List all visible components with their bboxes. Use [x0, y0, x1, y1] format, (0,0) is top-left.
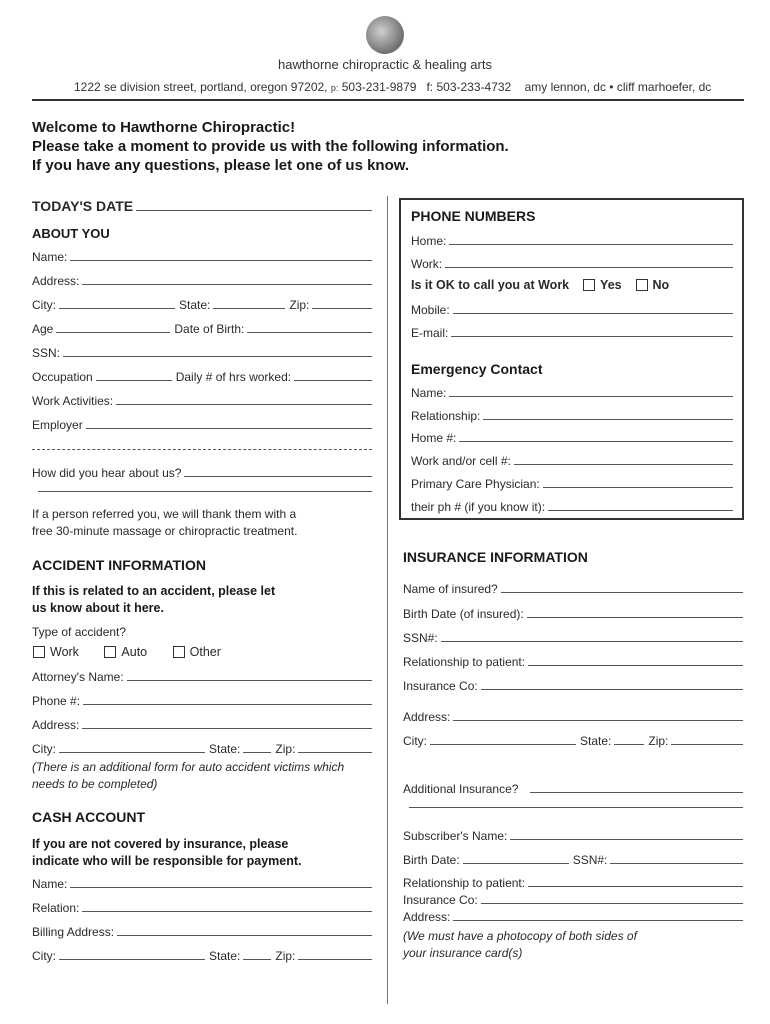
ssn-label: SSN: — [32, 346, 61, 360]
accident-note-line-2: needs to be completed) — [32, 777, 158, 791]
mobile-field[interactable] — [453, 312, 733, 314]
todays-date-label: TODAY'S DATE — [32, 198, 134, 214]
subscriber-address-field[interactable] — [453, 919, 743, 921]
emergency-home-field[interactable] — [459, 440, 733, 442]
daily-hrs-field[interactable] — [294, 379, 372, 381]
work-phone-field[interactable] — [445, 266, 733, 268]
additional-insurance-row-2 — [403, 806, 743, 811]
email-row — [411, 326, 733, 340]
address-field[interactable] — [82, 283, 372, 285]
call-work-no-checkbox[interactable] — [636, 279, 648, 291]
cash-account-heading: CASH ACCOUNT — [32, 809, 146, 825]
subscriber-insurance-co-field[interactable] — [481, 902, 743, 904]
accident-city-label: City: — [32, 742, 56, 756]
call-work-yes-label: Yes — [600, 278, 622, 292]
work-phone-label: Work: — [411, 257, 443, 271]
cash-name-field[interactable] — [70, 886, 372, 888]
accident-heading: ACCIDENT INFORMATION — [32, 557, 206, 573]
accident-state-label: State: — [209, 742, 241, 756]
accident-other-label: Other — [189, 645, 221, 659]
insurance-co-row — [403, 679, 743, 693]
physician-label: Primary Care Physician: — [411, 477, 540, 491]
physician-phone-field[interactable] — [548, 509, 733, 511]
city-label: City: — [32, 298, 56, 312]
accident-work-label: Work — [50, 645, 79, 659]
accident-type-label: Type of accident? — [32, 625, 127, 639]
subscriber-address-row — [403, 910, 743, 924]
attorney-label: Attorney's Name: — [32, 670, 124, 684]
occupation-field[interactable] — [96, 379, 172, 381]
clinic-address: 1222 se division street, portland, oregon 97202, — [74, 80, 328, 94]
accident-city-field[interactable] — [59, 751, 205, 753]
name-label: Name: — [32, 250, 68, 264]
cash-city-row — [32, 949, 372, 963]
emergency-name-label: Name: — [411, 386, 447, 400]
additional-insurance-field[interactable] — [530, 791, 743, 793]
insurance-city-label: City: — [403, 734, 427, 748]
subscriber-relationship-row — [403, 876, 743, 890]
subscriber-ssn-label: SSN#: — [572, 853, 608, 867]
ssn-field[interactable] — [63, 355, 372, 357]
employer-row — [32, 418, 372, 432]
state-field[interactable] — [213, 307, 285, 309]
accident-state-field[interactable] — [243, 751, 271, 753]
insured-name-field[interactable] — [501, 591, 743, 593]
mobile-label: Mobile: — [411, 303, 450, 317]
welcome-line-3: If you have any questions, please let one of us know. — [32, 157, 410, 174]
subscriber-name-label: Subscriber's Name: — [403, 829, 508, 843]
insured-birth-row — [403, 607, 743, 621]
accident-zip-label: Zip: — [275, 742, 296, 756]
employer-field[interactable] — [86, 427, 372, 429]
subscriber-insurance-co-row — [403, 893, 743, 907]
cash-zip-label: Zip: — [275, 949, 296, 963]
insurance-zip-field[interactable] — [671, 743, 743, 745]
insurance-address-label: Address: — [403, 710, 451, 724]
work-activities-label: Work Activities: — [32, 394, 114, 408]
state-label: State: — [179, 298, 211, 312]
accident-zip-field[interactable] — [298, 751, 372, 753]
insurance-address-field[interactable] — [453, 719, 743, 721]
city-field[interactable] — [59, 307, 175, 309]
accident-address-row — [32, 718, 372, 732]
insured-name-row — [403, 582, 743, 596]
insurance-card-note-line-1: (We must have a photocopy of both sides of — [403, 929, 637, 943]
emergency-work-cell-field[interactable] — [514, 463, 733, 465]
insured-relationship-field[interactable] — [528, 664, 743, 666]
insurance-address-row — [403, 710, 743, 724]
subscriber-insurance-co-label: Insurance Co: — [403, 893, 478, 907]
how-hear-row-2 — [32, 490, 372, 495]
accident-city-row — [32, 742, 372, 756]
emergency-relationship-label: Relationship: — [411, 409, 481, 423]
emergency-home-row — [411, 431, 733, 445]
about-you-heading: ABOUT YOU — [32, 226, 110, 241]
call-work-yes-checkbox[interactable] — [583, 279, 595, 291]
attorney-row — [32, 670, 372, 684]
insured-birth-field[interactable] — [527, 616, 743, 618]
subscriber-ssn-field[interactable] — [610, 862, 743, 864]
clinic-fax: 503-233-4732 — [436, 80, 512, 94]
cash-zip-field[interactable] — [298, 958, 372, 960]
fax-prefix: f: — [426, 80, 434, 94]
address-label: Address: — [32, 274, 80, 288]
header-divider — [32, 99, 744, 101]
physician-phone-row — [411, 500, 733, 514]
cash-account-intro — [32, 836, 302, 870]
insurance-heading: INSURANCE INFORMATION — [403, 549, 588, 565]
age-label: Age — [32, 322, 54, 336]
insured-birth-label: Birth Date (of insured): — [403, 607, 524, 621]
city-state-zip-row — [32, 298, 372, 312]
insurance-co-field[interactable] — [481, 688, 743, 690]
home-phone-row — [411, 234, 733, 248]
accident-address-label: Address: — [32, 718, 80, 732]
emergency-work-cell-row — [411, 454, 733, 468]
accident-intro-line-1: If this is related to an accident, please let — [32, 584, 276, 598]
insured-ssn-row — [403, 631, 743, 645]
accident-other-checkbox[interactable] — [173, 646, 185, 658]
subscriber-relationship-field[interactable] — [528, 885, 743, 887]
emergency-name-field[interactable] — [449, 395, 733, 397]
attorney-field[interactable] — [127, 679, 372, 681]
subscriber-relationship-label: Relationship to patient: — [403, 876, 526, 890]
physician-phone-label: their ph # (if you know it): — [411, 500, 546, 514]
accident-intro-line-2: us know about it here. — [32, 601, 164, 615]
accident-phone-row — [32, 694, 372, 708]
name-field[interactable] — [70, 259, 372, 261]
email-field[interactable] — [451, 335, 733, 337]
billing-address-field[interactable] — [117, 934, 372, 936]
billing-address-label: Billing Address: — [32, 925, 115, 939]
emergency-home-label: Home #: — [411, 431, 457, 445]
emergency-name-row — [411, 386, 733, 400]
accident-intro — [32, 583, 275, 617]
referral-note — [32, 506, 297, 540]
referral-note-line-2: free 30-minute massage or chiropractic treatment. — [32, 524, 298, 538]
zip-label: Zip: — [289, 298, 310, 312]
accident-note-line-1: (There is an additional form for auto accident victims which — [32, 760, 345, 774]
how-hear-field-2[interactable] — [38, 490, 372, 492]
accident-type-options — [33, 645, 243, 659]
occupation-label: Occupation — [32, 370, 93, 384]
employer-label: Employer — [32, 418, 83, 432]
cash-name-row — [32, 877, 372, 891]
clinic-phone: 503-231-9879 — [341, 80, 417, 94]
how-hear-field[interactable] — [184, 475, 372, 477]
phone-numbers-heading: PHONE NUMBERS — [411, 208, 536, 224]
phone-prefix: p: — [330, 83, 339, 93]
work-phone-row — [411, 257, 733, 271]
address-row — [32, 274, 372, 288]
accident-work-checkbox[interactable] — [33, 646, 45, 658]
additional-insurance-row — [403, 782, 743, 796]
accident-auto-checkbox[interactable] — [104, 646, 116, 658]
accident-auto-label: Auto — [121, 645, 148, 659]
insured-ssn-field[interactable] — [441, 640, 743, 642]
cash-state-label: State: — [209, 949, 241, 963]
dob-field[interactable] — [247, 331, 372, 333]
insurance-state-field[interactable] — [614, 743, 644, 745]
additional-insurance-label: Additional Insurance? — [403, 782, 519, 796]
clinic-name: hawthorne chiropractic & healing arts — [278, 57, 492, 72]
welcome-line-1: Welcome to Hawthorne Chiropractic! — [32, 119, 296, 136]
cash-state-field[interactable] — [243, 958, 271, 960]
how-hear-row — [32, 466, 372, 480]
ok-call-work-row — [411, 278, 669, 292]
referral-note-line-1: If a person referred you, we will thank them with a — [32, 507, 297, 521]
dashed-divider — [32, 449, 372, 450]
emergency-contact-heading: Emergency Contact — [411, 361, 543, 377]
accident-phone-label: Phone #: — [32, 694, 81, 708]
clinic-logo-icon — [366, 16, 404, 54]
subscriber-birth-field[interactable] — [463, 862, 569, 864]
insurance-city-field[interactable] — [430, 743, 576, 745]
cash-intro-line-1: If you are not covered by insurance, please — [32, 837, 289, 851]
emergency-work-cell-label: Work and/or cell #: — [411, 454, 511, 468]
name-row — [32, 250, 372, 264]
physician-row — [411, 477, 733, 491]
dob-label: Date of Birth: — [174, 322, 245, 336]
clinic-doctors: amy lennon, dc • cliff marhoefer, dc — [524, 80, 712, 94]
cash-relation-label: Relation: — [32, 901, 80, 915]
home-phone-field[interactable] — [449, 243, 733, 245]
subscriber-address-label: Address: — [403, 910, 451, 924]
cash-relation-row — [32, 901, 372, 915]
email-label: E-mail: — [411, 326, 449, 340]
billing-address-row — [32, 925, 372, 939]
ssn-row — [32, 346, 372, 360]
insurance-state-label: State: — [580, 734, 612, 748]
subscriber-name-row — [403, 829, 743, 843]
accident-phone-field[interactable] — [83, 703, 372, 705]
column-divider — [387, 196, 388, 1004]
zip-field[interactable] — [312, 307, 372, 309]
call-work-no-label: No — [652, 278, 670, 292]
insurance-card-note-line-2: your insurance card(s) — [403, 946, 523, 960]
work-activities-field[interactable] — [116, 403, 372, 405]
occupation-row — [32, 370, 372, 384]
welcome-line-2: Please take a moment to provide us with the following information. — [32, 138, 509, 155]
accident-address-field[interactable] — [82, 727, 372, 729]
subscriber-birth-row — [403, 853, 743, 867]
physician-field[interactable] — [543, 486, 733, 488]
ok-call-work-label: Is it OK to call you at Work — [411, 278, 570, 292]
insured-ssn-label: SSN#: — [403, 631, 438, 645]
mobile-row — [411, 303, 733, 317]
insurance-co-label: Insurance Co: — [403, 679, 478, 693]
insured-relationship-label: Relationship to patient: — [403, 655, 526, 669]
cash-city-label: City: — [32, 949, 56, 963]
age-field[interactable] — [56, 331, 170, 333]
cash-name-label: Name: — [32, 877, 68, 891]
cash-intro-line-2: indicate who will be responsible for payment. — [32, 854, 302, 868]
insured-name-label: Name of insured? — [403, 582, 498, 596]
cash-city-field[interactable] — [59, 958, 205, 960]
age-dob-row — [32, 322, 372, 336]
subscriber-name-field[interactable] — [510, 838, 743, 840]
daily-hrs-label: Daily # of hrs worked: — [175, 370, 292, 384]
how-hear-label: How did you hear about us? — [32, 466, 182, 480]
accident-note — [32, 759, 344, 793]
emergency-relationship-row — [411, 409, 733, 423]
todays-date-field[interactable] — [136, 209, 372, 211]
insurance-card-note — [403, 928, 637, 962]
insurance-city-row — [403, 734, 743, 748]
insurance-zip-label: Zip: — [648, 734, 669, 748]
insured-relationship-row — [403, 655, 743, 669]
work-activities-row — [32, 394, 372, 408]
welcome-message — [32, 118, 509, 175]
cash-relation-field[interactable] — [82, 910, 372, 912]
emergency-relationship-field[interactable] — [483, 418, 733, 420]
clinic-address-line — [74, 80, 711, 94]
todays-date-row — [32, 198, 372, 214]
additional-insurance-field-2[interactable] — [409, 806, 743, 808]
home-phone-label: Home: — [411, 234, 447, 248]
subscriber-birth-label: Birth Date: — [403, 853, 460, 867]
